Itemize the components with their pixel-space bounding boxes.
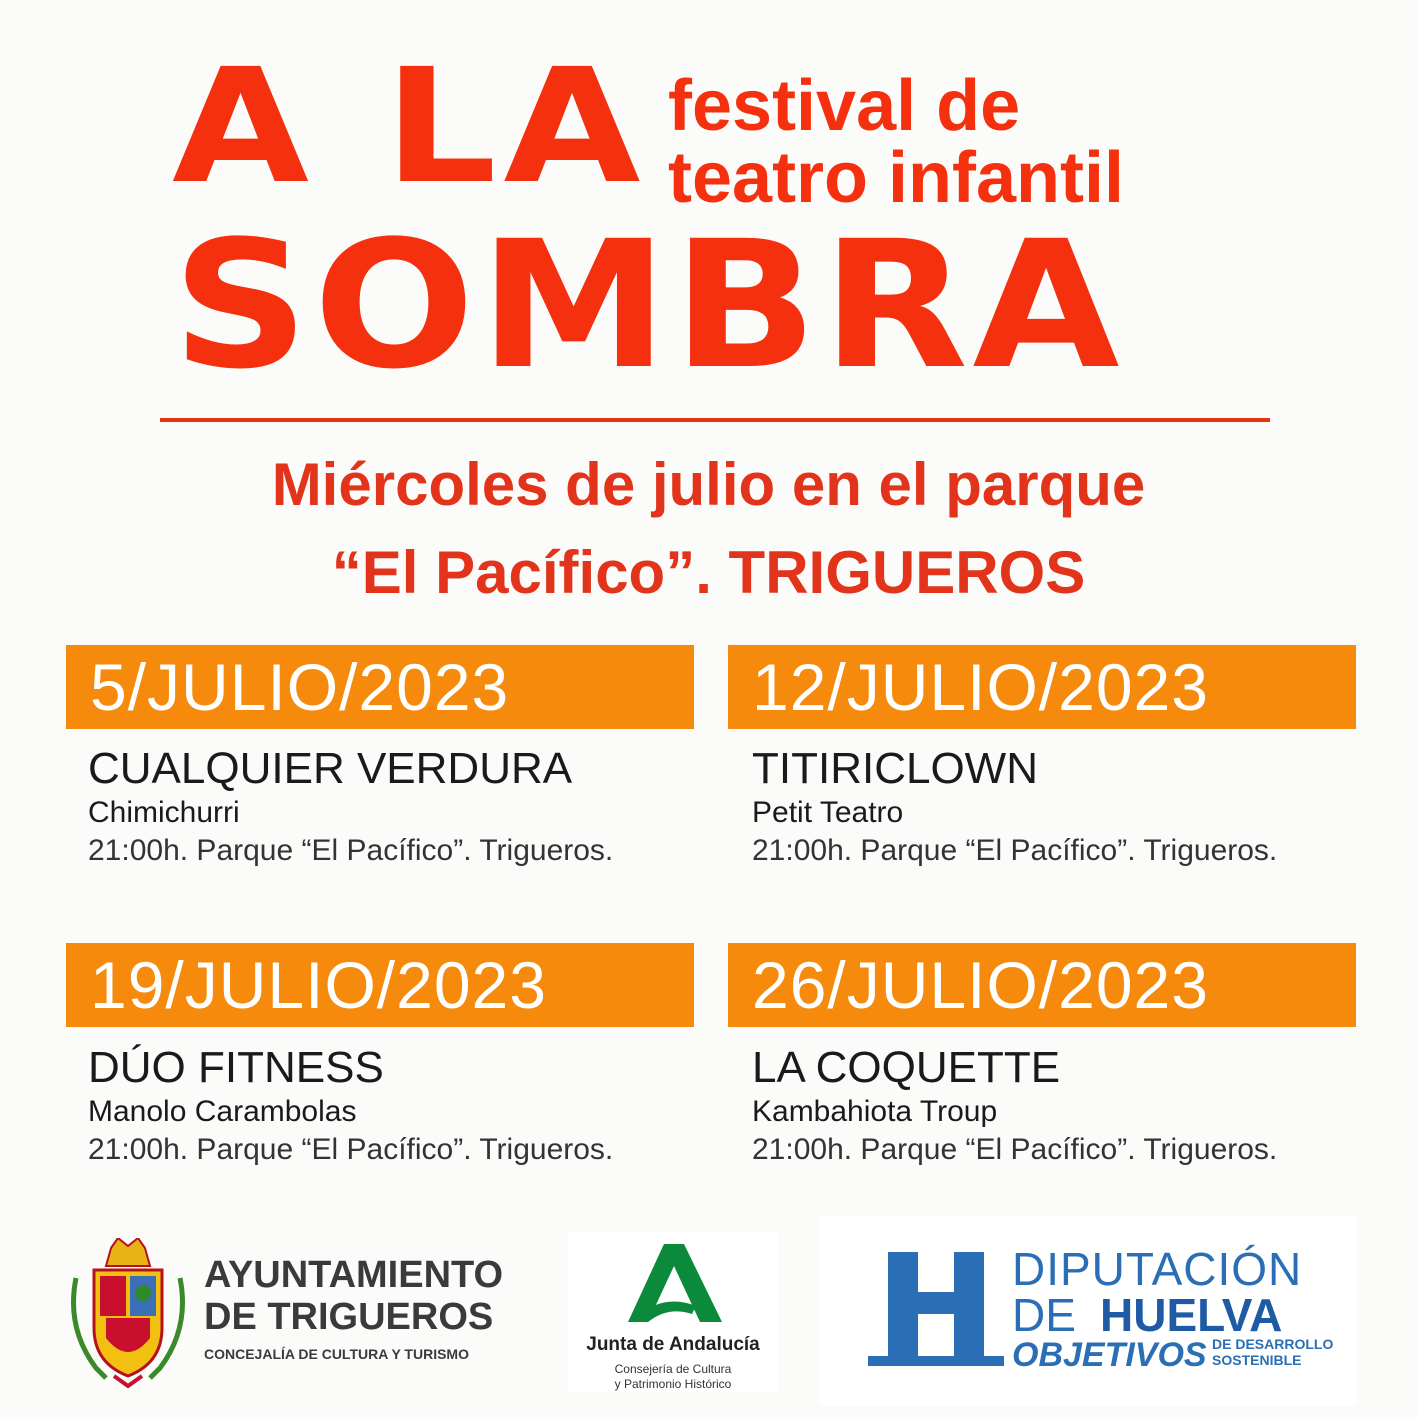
event-details	[752, 1043, 1277, 1169]
date-bar	[66, 645, 694, 729]
event-company: Petit Teatro	[752, 796, 904, 829]
event-company: Manolo Carambolas	[88, 1095, 357, 1128]
diputacion-sostenible: SOSTENIBLE	[1212, 1352, 1302, 1368]
title-divider	[160, 418, 1270, 422]
trigueros-line1: AYUNTAMIENTO	[204, 1254, 504, 1296]
coat-of-arms-icon	[66, 1238, 190, 1388]
diputacion-desarrollo: DE DESARROLLO	[1212, 1336, 1334, 1352]
diputacion-objetivos: OBJETIVOS	[1012, 1336, 1207, 1374]
junta-sub2: y Patrimonio Histórico	[614, 1377, 732, 1391]
trigueros-line3: CONCEJALÍA DE CULTURA Y TURISMO	[204, 1346, 469, 1362]
event-place: 21:00h. Parque “El Pacífico”. Trigueros.	[88, 1133, 614, 1166]
event-place: 21:00h. Parque “El Pacífico”. Trigueros.	[752, 834, 1278, 867]
date-bar	[728, 943, 1356, 1027]
event-title: DÚO FITNESS	[88, 1043, 384, 1092]
tagline-line2: “El Pacífico”. TRIGUEROS	[331, 539, 1086, 606]
event-title: CUALQUIER VERDURA	[88, 744, 573, 793]
event-company: Chimichurri	[88, 796, 240, 829]
subtitle	[668, 66, 1125, 218]
event-details	[752, 744, 1277, 870]
date-bar	[728, 645, 1356, 729]
event-date: 19/JULIO/2023	[90, 948, 547, 1022]
event-details	[88, 1043, 613, 1169]
title-sombra: SOMBRA	[172, 203, 1124, 408]
h-logo-icon	[868, 1252, 1004, 1372]
event-date: 26/JULIO/2023	[752, 948, 1209, 1022]
event-date: 5/JULIO/2023	[90, 650, 510, 724]
junta-name: Junta de Andalucía	[586, 1334, 760, 1355]
event-place: 21:00h. Parque “El Pacífico”. Trigueros.	[88, 834, 614, 867]
title-a-la: A LA	[172, 35, 648, 219]
subtitle-line2: teatro infantil	[668, 138, 1125, 218]
event-details	[88, 744, 613, 870]
event-company: Kambahiota Troup	[752, 1095, 998, 1128]
tagline-line1: Miércoles de julio en el parque	[271, 451, 1146, 518]
diputacion-line2b: HUELVA	[1100, 1289, 1283, 1341]
event-place: 21:00h. Parque “El Pacífico”. Trigueros.	[752, 1133, 1278, 1166]
diputacion-line1: DIPUTACIÓN	[1012, 1243, 1303, 1295]
event-date: 12/JULIO/2023	[752, 650, 1209, 724]
junta-a-icon	[626, 1244, 722, 1324]
date-bar	[66, 943, 694, 1027]
subtitle-line1: festival de	[668, 66, 1021, 146]
event-title: LA COQUETTE	[752, 1043, 1061, 1092]
event-title: TITIRICLOWN	[752, 744, 1038, 793]
junta-sub1: Consejería de Cultura	[614, 1362, 732, 1376]
diputacion-line2a: DE	[1012, 1289, 1076, 1341]
trigueros-line2: DE TRIGUEROS	[204, 1296, 494, 1338]
